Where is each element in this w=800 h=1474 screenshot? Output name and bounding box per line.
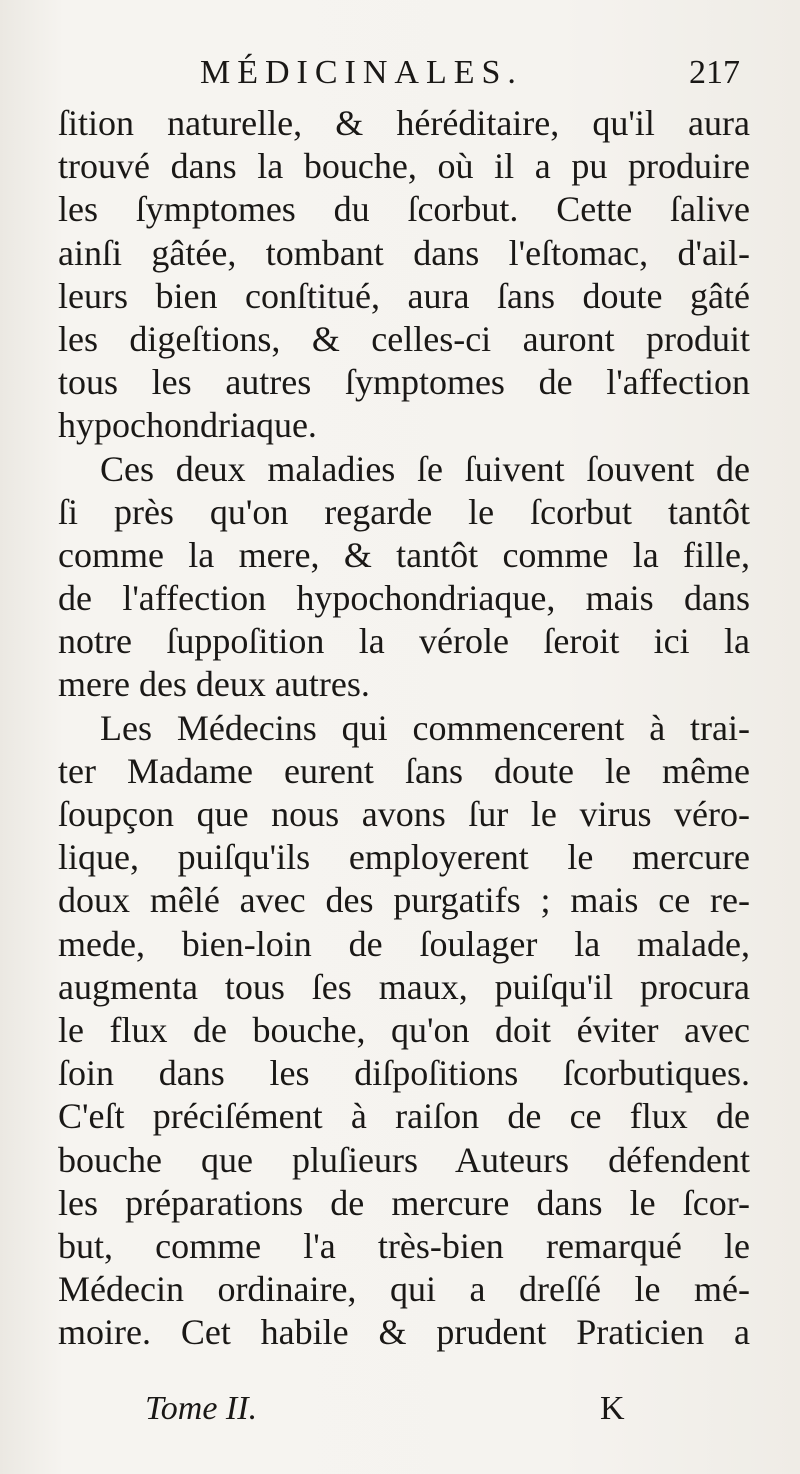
text-line: hypochondriaque. xyxy=(58,405,317,446)
text-line: ſition naturelle, & héréditaire, qu'il aura xyxy=(58,103,750,143)
text-line: ſi près qu'on regarde le ſcorbut tantôt xyxy=(58,491,750,532)
text-line: mere des deux autres. xyxy=(58,664,370,705)
text-line: moire. Cet habile & prudent Praticien a xyxy=(58,1312,750,1353)
signature-mark: K xyxy=(600,1390,625,1427)
text-line: les digeſtions, & celles-ci auront produit xyxy=(58,318,750,359)
text-line: lique, puiſqu'ils employerent le mercure xyxy=(58,837,750,878)
text-line: le flux de bouche, qu'on doit éviter avec xyxy=(58,1009,750,1050)
text-line: doux mêlé avec des purgatifs ; mais ce re- xyxy=(58,880,750,921)
text-line: augmenta tous ſes maux, puiſqu'il procura xyxy=(58,966,750,1007)
text-line: comme la mere, & tantôt comme la fille, xyxy=(58,534,750,575)
text-line: bouche que pluſieurs Auteurs défendent xyxy=(58,1139,750,1180)
text-line: ter Madame eurent ſans doute le même xyxy=(58,750,750,791)
text-line: les préparations de mercure dans le ſcor- xyxy=(58,1182,750,1223)
text-line: ainſi gâtée, tombant dans l'eſtomac, d'ail- xyxy=(58,232,750,273)
text-line: C'eſt préciſément à raiſon de ce flux de xyxy=(58,1096,750,1137)
running-head xyxy=(0,48,800,98)
text-line: Les Médecins qui commencerent à trai- xyxy=(100,707,750,748)
page-footer xyxy=(0,1384,800,1434)
text-line: les ſymptomes du ſcorbut. Cette ſalive xyxy=(58,189,750,230)
text-line: trouvé dans la bouche, où il a pu produire xyxy=(58,146,750,187)
text-line: leurs bien conſtitué, aura ſans doute gâté xyxy=(58,275,750,316)
running-title: MÉDICINALES. xyxy=(200,54,523,91)
text-line: ſoin dans les diſpoſitions ſcorbutiques. xyxy=(58,1053,750,1094)
text-line: but, comme l'a très-bien remarqué le xyxy=(58,1225,750,1266)
text-line: mede, bien-loin de ſoulager la malade, xyxy=(58,923,750,964)
text-line: Ces deux maladies ſe ſuivent ſouvent de xyxy=(100,448,750,489)
body-text xyxy=(58,102,750,1354)
text-line: Médecin ordinaire, qui a dreſſé le mé- xyxy=(58,1269,750,1310)
text-line: tous les autres ſymptomes de l'affection xyxy=(58,362,750,403)
volume-signature: Tome II. xyxy=(145,1390,258,1427)
text-line: ſoupçon que nous avons ſur le virus véro- xyxy=(58,794,750,834)
text-line: notre ſuppoſition la vérole ſeroit ici la xyxy=(58,621,750,662)
text-line: de l'affection hypochondriaque, mais dans xyxy=(58,578,750,619)
page-number: 217 xyxy=(689,54,740,91)
